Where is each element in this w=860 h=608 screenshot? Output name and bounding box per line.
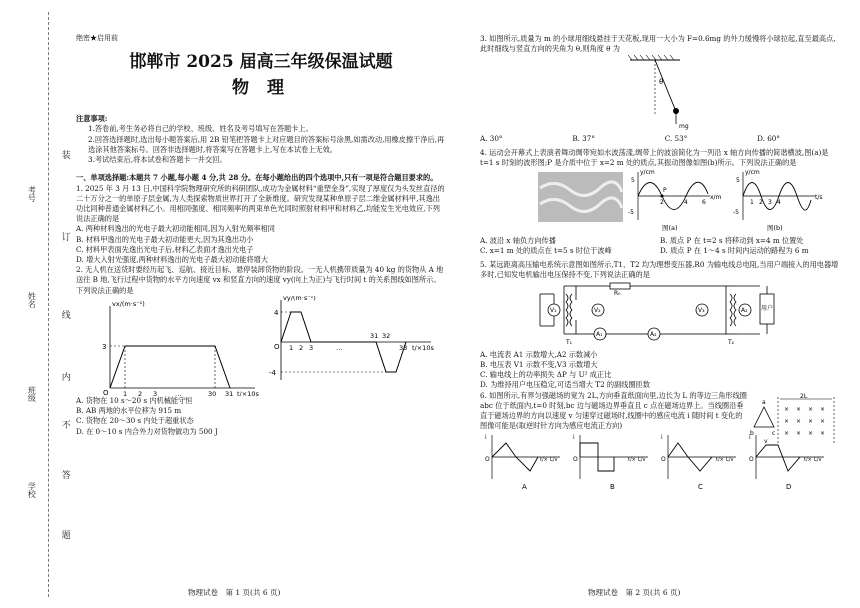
choice-label: D <box>786 483 792 492</box>
question-2 <box>76 265 446 437</box>
v3-label: V₃ <box>698 307 705 315</box>
pendulum-figure <box>480 54 840 130</box>
option: B. 质点 P 在 t=2 s 将移动到 x=4 m 位置处 <box>660 235 804 245</box>
wave-b-ytick: -5 <box>733 209 739 217</box>
vx-xlabel: t/×10s <box>237 389 259 396</box>
page-1 <box>76 34 446 437</box>
school-label: 学校 <box>27 482 37 498</box>
axis-t: t/× <box>628 457 636 464</box>
velocity-label: v <box>764 437 768 445</box>
axis-o: O <box>485 456 490 464</box>
option: A. 波沿 x 轴负方向传播 <box>480 235 556 245</box>
graph-choice-a <box>485 434 560 491</box>
question-5 <box>480 260 840 391</box>
exam-title: 邯郸市 2025 届高三年级保温试题 <box>129 51 393 72</box>
axis-i: i <box>749 434 751 442</box>
axis-o: O <box>749 456 754 464</box>
vy-ytick: 4 <box>274 308 279 317</box>
option: C. x=1 m 处的质点在 t=5 s 时位于波峰 <box>480 245 612 255</box>
q3-options <box>480 134 780 144</box>
q2-figures <box>76 296 446 396</box>
footer-page-1: 物理试卷 第 1 页(共 6 页) <box>188 588 281 597</box>
svg-text:×: × <box>796 417 802 425</box>
section-heading: 一、单项选择题:本题共 7 小题,每小题 4 分,共 28 分。在每小题给出的四个选项中,只有一项是符合题目要求的。 <box>76 173 438 183</box>
vy-ytick: -4 <box>269 368 276 377</box>
option: D. 在 0～10 s 内合外力对货物做功为 500 J <box>76 426 218 436</box>
option: A. 30° <box>480 133 503 143</box>
svg-text:×: × <box>808 405 814 413</box>
q2-graphs <box>76 296 446 396</box>
question-3 <box>480 34 840 144</box>
wave-b-xtick: 3 <box>768 199 772 207</box>
t1-label: T₁ <box>566 339 573 347</box>
footer-page-2: 物理试卷 第 2 页(共 6 页) <box>588 588 681 597</box>
axis-frac: L/v <box>638 457 646 464</box>
option: B. 37° <box>572 133 595 143</box>
choice-label: A <box>522 483 527 492</box>
vy-xtick: 32 <box>382 331 391 340</box>
option: C. 53° <box>664 133 688 143</box>
magnetic-field-figure <box>750 391 840 447</box>
vy-xtick: … <box>336 343 343 352</box>
option: A. 电流表 A1 示数增大,A2 示数减小 <box>480 349 598 359</box>
svg-text:×: × <box>784 405 790 413</box>
question-stem: 6. 如图所示,有界匀强磁场的宽为 2L,方向垂直纸面向里,边长为 L 的等边三角形线圈 abc 位于纸面内,t=0 时刻,bc 边与磁场边界垂直且 c 点在磁场边界上。当线圈沿垂直于磁场边界的方向以速度 v 匀速穿过磁场时,线圈中的感应电流 i 随时间 t 变化的图像可能是(取逆时针方向为感应电流正方向) <box>480 390 747 431</box>
vy-origin: O <box>274 342 280 351</box>
axis-i: i <box>485 434 487 442</box>
option: A. 货物在 10 s～20 s 内机械能守恒 <box>76 395 193 405</box>
wave-b-xtick: 4 <box>777 199 781 207</box>
vx-xtick: 3 <box>153 389 158 396</box>
vx-xtick: 2 <box>138 389 143 396</box>
binding-char: 内 <box>59 372 70 381</box>
note-item: 3.考试结束后,将本试卷和答题卡一并交回。 <box>88 155 227 165</box>
binding-line <box>48 12 49 597</box>
svg-text:×: × <box>784 417 790 425</box>
vx-xtick: 31 <box>225 389 234 396</box>
graph-choice-b <box>573 434 648 491</box>
graph-choice-c <box>661 434 736 491</box>
vx-xtick: 1 <box>123 389 128 396</box>
option: C. 材料甲表面先逸出光电子后,材料乙表面才逸出光电子 <box>76 244 254 254</box>
field-width-label: 2L <box>800 392 808 400</box>
svg-text:×: × <box>784 429 790 437</box>
axis-t: t/× <box>716 457 724 464</box>
wave-graph-a <box>628 169 722 232</box>
class-label: 班级 <box>27 386 37 402</box>
vertex-b: b <box>750 429 754 437</box>
secret-mark: 绝密★启用前 <box>76 34 118 42</box>
vy-ylabel: vy/(m·s⁻¹) <box>283 295 316 302</box>
svg-text:×: × <box>808 417 814 425</box>
axis-o: O <box>573 456 578 464</box>
t2-label: T₂ <box>728 339 735 347</box>
question-stem: 3. 如图所示,质量为 m 的小球用细线悬挂于天花板,现用一大小为 F=0.6mg 的外力缓慢将小球拉起,直至最高点,此时细线与竖直方向的夹角为 θ,则角度 θ 为 <box>480 34 836 54</box>
wave-b-ylabel: y/cm <box>745 169 760 177</box>
notes-title: 注意事项: <box>76 114 108 124</box>
q4-options <box>480 236 840 256</box>
option: B. 材料甲逸出的光电子最大初动能更大,因为其逸出功小 <box>76 234 254 244</box>
name-label: 姓名 <box>27 292 37 308</box>
svg-text:×: × <box>796 429 802 437</box>
vx-xtick: … <box>175 389 182 396</box>
vy-xlabel: t/×10s <box>412 343 434 352</box>
question-stem: 4. 运动会开幕式上表演者舞动绸带宛如水波荡漾,绸带上的波浪简化为一列沿 x 轴方向传播的简谐横波,图(a)是 t=1 s 时刻的波形图;P 是介质中位于 x=2 m 处的质点,其振动图像如图(b)所示。下列说法正确的是 <box>480 147 829 168</box>
axis-i: i <box>661 434 663 442</box>
svg-text:×: × <box>820 417 826 425</box>
option: D. 增大入射光强度,两种材料逸出的光电子最大初动能将增大 <box>76 255 269 265</box>
wave-b-xtick: 1 <box>750 199 754 207</box>
axis-frac: L/v <box>726 457 734 464</box>
v2-label: V₂ <box>594 307 601 315</box>
axis-o: O <box>661 456 666 464</box>
question-stem: 2. 无人机在送货时要经历起飞、巡航、接近目标、悬停装卸货物的阶段。一无人机携带质量为 40 kg 的货物从 A 地送往 B 地,飞行过程中货物的水平方向速度 vx 和竖直方向的速度 vy(向上为正)与飞行时间 t 的关系图线如图所示。下列说法正确的是 <box>76 265 444 295</box>
wave-a-xtick: 6 <box>702 199 706 207</box>
ball <box>673 108 679 114</box>
binding-char: 装 <box>59 150 70 159</box>
exam-number-label: 考号 <box>27 186 37 202</box>
option: B. AB 两地的水平位移为 915 m <box>76 406 182 416</box>
note-item: 2.回答选择题时,选出每小题答案后,用 2B 铅笔把答题卡上对应题目的答案标号涂黑,如需改动,用橡皮擦干净后,再选涂其他答案标号。回答非选择题时,将答案写在答题卡上,写在本试卷上无效。 <box>88 134 445 154</box>
vx-origin: O <box>103 388 109 396</box>
option: D. 60° <box>757 133 780 143</box>
option: A. 两种材料逸出的光电子最大初动能相同,因为入射光频率相同 <box>76 224 275 234</box>
wave-b-xtick: 2 <box>759 199 763 207</box>
vx-ytick: 3 <box>102 342 107 351</box>
svg-text:×: × <box>820 405 826 413</box>
q4-figures <box>480 168 840 232</box>
binding-char: 不 <box>59 420 70 429</box>
wave-a-xtick: 4 <box>684 199 688 207</box>
vy-xtick: 3 <box>309 343 314 352</box>
option: B. 电压表 V1 示数不变,V3 示数增大 <box>480 359 598 369</box>
r0-label: R₀ <box>614 290 621 298</box>
binding-char: 线 <box>59 310 70 319</box>
option: D. 质点 P 在 1～4 s 时间内运动的路程为 6 m <box>660 245 809 255</box>
svg-text:×: × <box>808 429 814 437</box>
vibration-graph-b <box>733 169 823 232</box>
axis-frac: L/v <box>814 457 822 464</box>
wave-a-ytick: 5 <box>631 177 635 185</box>
triangle-coil <box>754 407 774 427</box>
question-stem: 1. 2025 年 3 月 13 日,中国科学院物理研究所的科研团队,成功为金属材料“重塑金身”,实现了厚度仅为头发丝直径的二十万分之一的单原子层金属,为人类探索物质世界打开了全新维度。研究发现某种单原子层二维金属材料甲,其逸出功比同种普通金属材料乙小。用相同强度、相同频率的两束单色光同时照射材料甲和材料乙,均能发生光电效应,下列说法正确的是 <box>76 183 445 224</box>
choice-label: B <box>610 483 615 492</box>
axis-frac: L/v <box>550 457 558 464</box>
wave-b-xlabel: t/s <box>815 194 823 202</box>
subject-title: 物 理 <box>232 78 290 99</box>
vx-ylabel: vx/(m·s⁻¹) <box>112 299 145 308</box>
axis-t: t/× <box>540 457 548 464</box>
axis-t: t/× <box>804 457 812 464</box>
a1-label: A₁ <box>596 331 603 339</box>
user-label: 用户 <box>761 305 774 313</box>
vy-xtick: 2 <box>299 343 304 352</box>
note-item: 1.答卷前,考生务必将自己的学校、班级、姓名及考号填写在答题卡上。 <box>88 124 313 134</box>
option: C. 输电线上的功率损失 ΔP 与 U² 成正比 <box>480 370 612 380</box>
question-4 <box>480 148 840 256</box>
vertex-c: c <box>772 429 776 437</box>
wave-a-xtick: 2 <box>660 199 664 207</box>
page-2 <box>480 34 840 497</box>
vy-xtick: 1 <box>289 343 294 352</box>
v1-label: V₁ <box>550 307 557 315</box>
option: C. 货物在 20～30 s 内处于超重状态 <box>76 416 194 426</box>
vy-graph <box>269 296 434 380</box>
caption-a: 图(a) <box>662 224 678 233</box>
vx-graph <box>102 300 259 396</box>
binding-char: 题 <box>59 530 70 539</box>
question-1 <box>76 184 446 266</box>
svg-text:×: × <box>820 429 826 437</box>
wave-a-ytick: -5 <box>628 209 634 217</box>
option: D. 为维持用户电压稳定,可适当增大 T2 的副线圈匝数 <box>480 380 651 390</box>
binding-char: 订 <box>59 232 70 241</box>
vx-xtick: 30 <box>208 389 217 396</box>
binding-char: 答 <box>59 470 70 479</box>
vertex-a: a <box>762 398 766 406</box>
choice-label: C <box>698 483 703 492</box>
vy-xtick: 31 <box>370 331 379 340</box>
a2-label: A₂ <box>741 307 748 315</box>
question-6 <box>480 391 840 497</box>
transmission-circuit <box>480 280 840 346</box>
a-label: A₂ <box>650 331 657 339</box>
question-stem: 5. 某远距离高压输电系统示意图如图所示,T1、T2 均为理想变压器,R0 为输电线总电阻,当用户端接入的用电器增多时,已知发电机输出电压保持不变,下列说法正确的是 <box>480 259 839 280</box>
caption-b: 图(b) <box>767 224 783 233</box>
svg-text:×: × <box>796 405 802 413</box>
theta-label: θ <box>659 78 664 87</box>
vy-xtick: 33 <box>399 343 408 352</box>
wave-b-ytick: 5 <box>736 177 740 185</box>
axis-i: i <box>573 434 575 442</box>
wave-a-xlabel: x/m <box>710 194 722 202</box>
point-p-label: P <box>663 187 667 195</box>
q6-stem-wrap <box>480 390 840 445</box>
mg-label: mg <box>679 123 689 131</box>
wave-a-ylabel: y/cm <box>640 169 655 177</box>
